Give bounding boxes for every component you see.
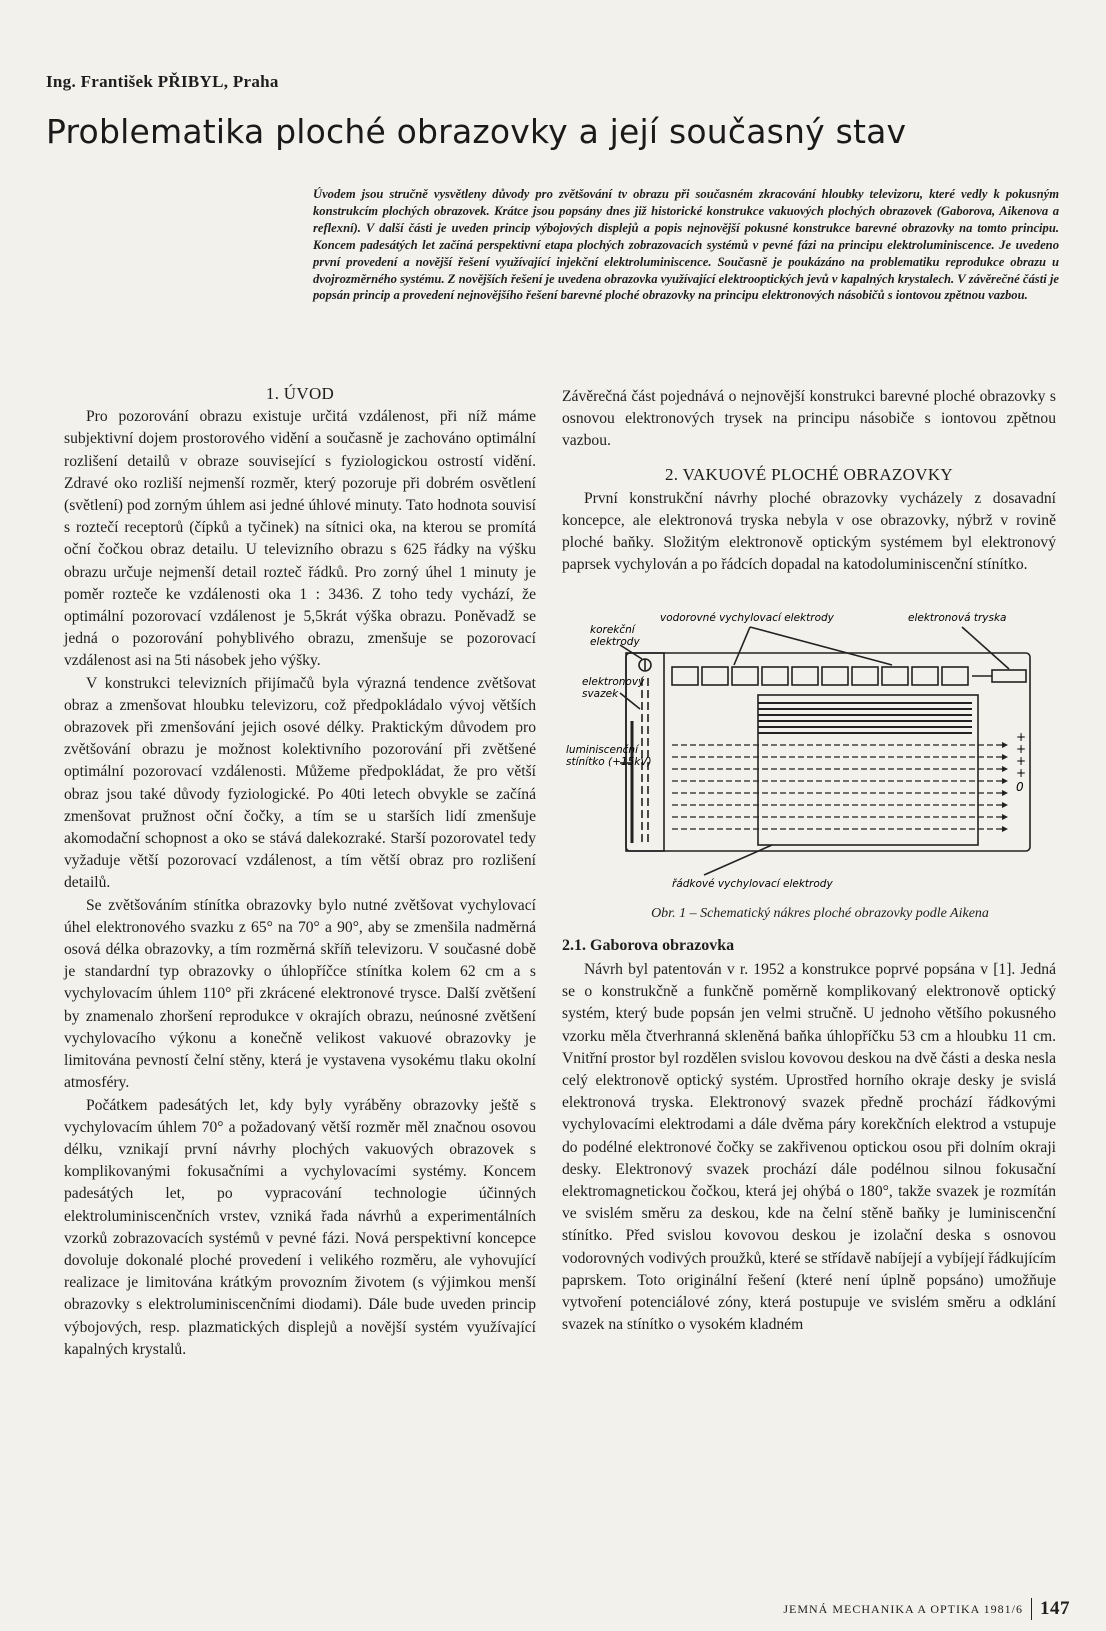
label-beam-2: svazek (582, 687, 619, 700)
label-plus: + (1016, 741, 1027, 756)
page-number: 147 (1040, 1598, 1070, 1619)
section-2-1-heading: 2.1. Gaborova obrazovka (562, 936, 735, 954)
electron-gun (992, 670, 1026, 682)
label-zero: 0 (1016, 779, 1024, 794)
paragraph: Počátkem padesátých let, kdy byly vyráběny obrazovky ještě s vychylovacím úhlem 70° a požadovaný větší rozměr měl značnou osovou délku, vznikají první návrhy plochých vakuových obrazovek s komplikovanými fokusačními a vychylovacími systémy. Koncem padesátých let, po vypracování technologie účinných elektroluminiscenčních vrstev, vzniká řada návrhů a experimentálních vzorků zobrazovacích systémů v pevné fázi. Nová perspektivní koncepce dovoluje dokonalé ploché provedení i velikého rozměru, ale vyhovující realizace je limitována krátkým provozním životem (s výjimkou menší obrazovky s elektroluminiscenčními diodami). Dále bude uveden princip výbojových, resp. plazmatických displejů a novější systém využívající kapalných krystalů. (64, 1096, 536, 1358)
paragraph: Se zvětšováním stínítka obrazovky bylo nutné zvětšovat vychylovací úhel elektronového svazku z 65° na 70° a 90°, aby se zmenšila nadměrná osová délka obrazovky, a tím rozměrná skříň televizoru. V současné době je standardní typ obrazovky o úhlopříčce stínítka kolem 62 cm a s vychylovacím úhlem 110° při zkrácené elektronové trysce. Další zvětšení by znamenalo zhoršení reprodukce v okrajích obrazu, neúnosné zvětšení vychylovacího výkonu a konečně velikost vakuové obrazovky je limitována pevností čelní stěny, která je vystavena vysokému tlaku okolní atmosféry. (64, 896, 536, 1092)
label-plus: + (1016, 765, 1027, 780)
paragraph: V konstrukci televizních přijímačů byla výrazná tendence zvětšovat obraz a zmenšovat hloubku televizoru, což předpokládalo vývoj větších obrazovek při zmenšování jejich osové délky. Praktickým důvodem pro zvětšování obrazu je možnost kolektivního pozorování při zvětšené optimální pozorovací vzdálenosti. Můžeme předpokládat, že pro větší obraz jsou také důvody fyziologické. Po 40ti letech obvykle se začíná zmenšovat pružnost oční čočky, a tím se u starších lidí zmenšuje akomodační schopnost a oko se stává dalekozraké. Starší pozorovatel tedy vyžaduje větší pozorovací vzdálenost, a tím větší obraz pro rozlišení detailů. (64, 674, 536, 892)
label-row-electrodes: řádkové vychylovací elektrody (672, 877, 833, 890)
section-1-heading: 1. ÚVOD (265, 384, 335, 403)
flat-crt-schematic (562, 603, 1056, 903)
label-correction-1: korekční (590, 623, 635, 636)
author-line: Ing. František PŘIBYL, Praha (46, 72, 279, 91)
footer-divider (1031, 1598, 1032, 1620)
figure-caption: Obr. 1 – Schematický nákres ploché obrazovky podle Aikena (651, 905, 989, 921)
paragraph: Pro pozorování obrazu existuje určitá vzdálenost, při níž máme subjektivní dojem prostorového vidění a současně je zachováno optimální rozlišení detailů v obraze související s fyziologickou ostrostí vidění. Zdravé oko rozliší nejmenší rozměr, který pozoruje při dobrém osvětlení (světlení) pod zorným úhlem asi jedné úhlové minuty. Tato hodnota souvisí s roztečí receptorů (čípků a tyčinek) na sítnici oka, na kterou se promítá oční čočkou obraz detailu. U televizního obrazu s 625 řádky na výšku obrazu určuje nejmenší detail rozteč řádků. Pro zorný úhel 1 minuty je poměr rozteče ke vzdálenosti oka 1 : 3436. Z toho tedy vychází, že optimální pozorovací vzdálenost je 5,5krát výška obrazu. Poněvadž se jedná o pozorování pohyblivého obrazu, zmenšuje se pozorovací vzdálenost asi na 5ti násobek jeho výšky. (64, 408, 536, 670)
left-column (64, 383, 536, 1361)
paragraph: Závěrečná část pojednává o nejnovější konstrukci barevné ploché obrazovky s osnovou elektronových trysek na principu násobiče s iontovou zpětnou vazbou. (562, 388, 1056, 450)
label-screen-1: luminiscenční (566, 743, 638, 756)
label-horizontal-electrodes: vodorovné vychylovací elektrody (660, 611, 834, 624)
label-electron-gun: elektronová tryska (908, 611, 1007, 624)
label-plus: + (1016, 729, 1027, 744)
section-2-heading: 2. VAKUOVÉ PLOCHÉ OBRAZOVKY (665, 464, 953, 484)
journal-name: JEMNÁ MECHANIKA A OPTIKA 1981/6 (783, 1601, 1023, 1616)
label-beam-1: elektronový (582, 675, 645, 688)
label-plus: + (1016, 753, 1027, 768)
article-title: Problematika ploché obrazovky a její současný stav (46, 112, 907, 151)
paragraph: První konstrukční návrhy ploché obrazovky vycházely z dosavadní koncepce, ale elektronová tryska nebyla v ose obrazovky, nýbrž v rovině ploché baňky. Složitým elektronově optickým systémem byl elektronový paprsek vychylován a po řádcích dopadal na katodoluminiscenční stínítko. (562, 489, 1056, 574)
label-screen-2: stínítko (+15kV) (566, 755, 652, 768)
page-footer (783, 1598, 1070, 1620)
tube-envelope (626, 653, 1030, 851)
figure-1 (562, 603, 1056, 903)
label-correction-2: elektrody (590, 635, 640, 648)
abstract: Úvodem jsou stručně vysvětleny důvody pro zvětšování tv obrazu při současném zkracování hloubky televizoru, které vedly k pokusným konstrukcím plochých obrazovek. Krátce jsou popsány dnes již historické konstrukce vakuových plochých obrazovek (Gaborova, Aikenova a reflexní). V další části je uveden princip výbojových displejů a popis nejnovější pokusné konstrukce barevné obrazovky na tomto principu. Koncem padesátých let začíná perspektivní etapa plochých zobrazovacích systémů v pevné fázi na principu elektroluminiscence. Je uvedeno první provedení a novější řešení využívající injekční elektroluminiscence. Současně je poukázáno na problematiku reprodukce obrazu u dvojrozměrného systému. Z novějších řešení je uvedena obrazovka využívající elektrooptických jevů v kapalných krystalech. V závěrečné části je popsán princip a provedení nejnovějšího řešení barevné ploché obrazovky na principu elektronových násobičů s iontovou zpětnou vazbou. (313, 187, 1059, 303)
right-column (562, 386, 1056, 1336)
paragraph: Návrh byl patentován v r. 1952 a konstrukce poprvé popsána v [1]. Jedná se o konstrukčně a funkčně poměrně komplikovaný elektronově optický systém, který bude popsán jen velmi stručně. U jednoho většího pokusného vzorku měla čtverhranná skleněná baňka úhlopříčku 53 cm a hloubku 11 cm. Vnitřní prostor byl rozdělen svislou kovovou deskou na dvě části a deska nesla celý elektronově optický systém. Uprostřed horního okraje desky je svislá elektronová tryska. Elektronový svazek předně prochází řádkovými vychylovacími elektrodami a dále dvěma páry korekčních elektrod a vstupuje do podélné elektronové čočky se zakřivenou optickou osou při dolním okraji desky. Elektronový svazek prochází dále podélnou silnou fokusační elektromagnetickou čočkou, která jej ohýbá o 180°, takže svazek je rozmítán ve svislém směru za deskou, kde na čelní stěně baňky je luminiscenční stínítko. Před svislou kovovou deskou je izolační deska s osnovou vodorovných vodivých proužků, které se střídavě nabíjejí a vybíjejí řádkujícím paprskem. Toto originální řešení (které není úplně popsáno) umožňuje vytvoření potenciálové zóny, která postupuje ve svislém směru a odklání svazek na stínítko o vysokém kladném (562, 961, 1056, 1334)
